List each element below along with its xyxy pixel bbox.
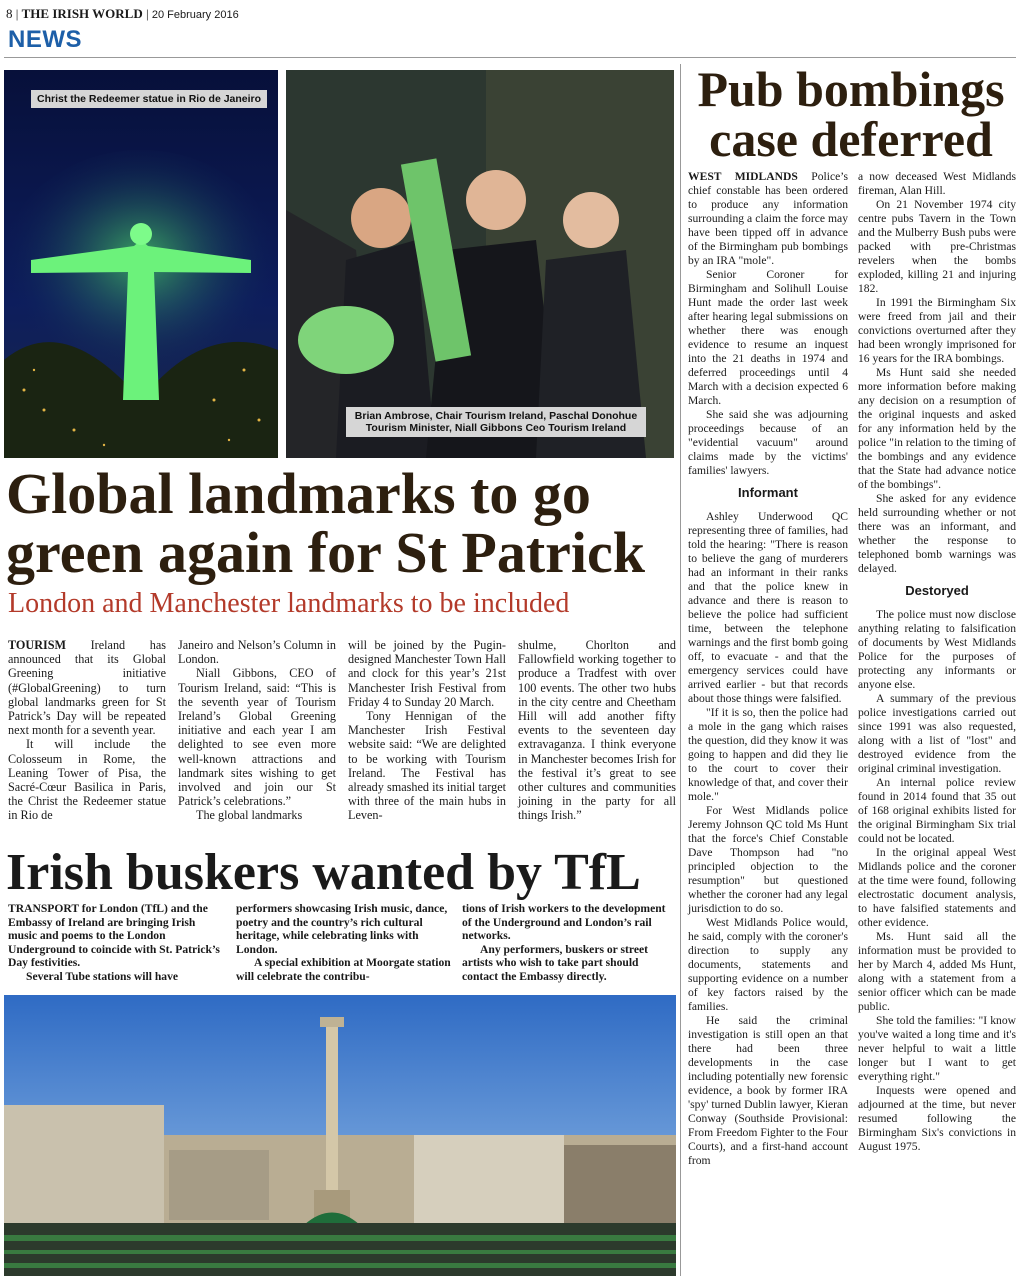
landmarks-col3-para-1: will be joined by the Pugin-designed Manchester Town Hall and clock for this year’s 21st Manchester Irish Festival from Friday 4 to Sunday 20 March. — [348, 638, 506, 709]
ministers-caption-line1: Brian Ambrose, Chair Tourism Ireland, Paschal Donohue — [354, 410, 638, 422]
buskers-col1-para-2: Several Tube stations will have — [26, 969, 179, 983]
pub-col1-para-9: He said the criminal investigation is still open an that there had been three developments in the case including potentially new forensic evidence, a book by former IRA 'spy' turned Dublin lawyer, Kieran Conway (Southside Provisional: From Freedom Fighter to the Four Courts), and a first-hand account from — [688, 1014, 848, 1167]
landmarks-headline-line2: green again for St Patrick — [6, 519, 645, 585]
pub-col2-para-10: In the original appeal West Midlands police and the coroner at the time were found, following electrostatic document analysis, to have falsified statements and other evidence. — [858, 846, 1016, 929]
trafalgar-square-photo — [4, 995, 676, 1276]
pub-col1-para-8: West Midlands Police would, he said, comply with the coroner's direction to supply any documents, statements and supporting evidence on a number of key factors raised by the families. — [688, 916, 848, 1013]
buskers-col2-para-2: A special exhibition at Moorgate station will celebrate the contribu- — [236, 956, 451, 983]
buskers-col-2 — [236, 902, 452, 984]
pub-col1-para-5: Ashley Underwood QC representing three of families, had told the hearing: "There is reason to believe the gang of murderers had an informant in their ranks and that the police knew in advance and there is reason to believe the police had sufficient time, between the telephone warnings and the first bomb going off, to evacuate - and that the emergency services could have arrived earlier - but that records about those things were falsified. — [688, 510, 848, 705]
landmarks-col-3 — [348, 638, 506, 823]
page-number: 8 — [6, 6, 13, 21]
landmarks-col2-para-1: Janeiro and Nelson’s Column in London. — [178, 638, 336, 667]
pub-col2-para-1: a now deceased West Midlands fireman, Alan Hill. — [858, 170, 1016, 197]
buskers-col3-para-2: Any performers, buskers or street artists who wish to take part should contact the Embassy directly. — [462, 942, 648, 983]
pub-col-2 — [858, 170, 1016, 1154]
christ-redeemer-photo — [4, 70, 278, 458]
landmarks-kicker: TOURISM — [8, 638, 67, 652]
pub-col2-para-4: Ms Hunt said she needed more information before making any decision on a resumption of the original inquests and asked for any information held by the police "in relation to the timing of the bombings and any evidence that the State had advance notice of the bombings". — [858, 366, 1016, 491]
pub-col2-para-13: Inquests were opened and adjourned at the time, but never resumed following the Birmingham Six's convictions in August 1975. — [858, 1084, 1016, 1153]
buskers-headline: Irish buskers wanted by TfL — [6, 844, 641, 901]
christ-photo-caption: Christ the Redeemer statue in Rio de Janeiro — [31, 90, 267, 108]
section-label: NEWS — [8, 26, 82, 53]
landmarks-col-2 — [178, 638, 336, 823]
pub-col2-para-3: In 1991 the Birmingham Six were freed from jail and their convictions overturned after they had been wrongly imprisoned for 16 years for the IRA bombings. — [858, 296, 1016, 365]
page-folio: 8 | THE IRISH WORLD | 20 February 2016 — [6, 6, 239, 21]
buskers-col3-para-1: tions of Irish workers to the development of the Underground and London’s rail networks. — [462, 902, 666, 943]
buskers-col-1 — [8, 902, 224, 984]
pub-col-1 — [688, 170, 848, 1168]
landmarks-col-1 — [8, 638, 166, 823]
pub-headline-line1: Pub bombings — [697, 61, 1005, 117]
column-divider — [680, 64, 681, 1276]
pub-col1-para-1: WEST MIDLANDS Police’s chief constable has been ordered to produce any information surrounding a claim the force may have been tipped off in advance of the Birmingham pub bombings by an IRA "mole". — [688, 170, 848, 267]
pub-headline-line2: case deferred — [709, 111, 993, 167]
pub-col2-para-9: An internal police review found in 2014 found that 35 out of 168 original exhibits listed for the original Birmingham Six trial could not be located. — [858, 776, 1016, 845]
pub-col2-para-7: The police must now disclose anything relating to falsification of documents by West Midlands Police for the purposes of protecting any informants or anyone else. — [858, 608, 1016, 691]
issue-date: 20 February 2016 — [151, 9, 239, 21]
pub-col2-para-2: On 21 November 1974 city centre pubs Tavern in the Town and the Mulberry Bush pubs were packed with pre-Christmas revelers when the bombs exploded, killing 21 and injuring 182. — [858, 198, 1016, 295]
landmarks-headline-line1: Global landmarks to go — [6, 461, 591, 526]
pub-col1-para-7: For West Midlands police Jeremy Johnson QC told Ms Hunt that the force's Chief Constable Dave Thompson had "no principled objection to the resumption" but questioned whether the coroner had any legal jurisdiction to do so. — [688, 804, 848, 915]
landmarks-col1-para-2: It will include the Colosseum in Rome, the Leaning Tower of Pisa, the Sacré-Cœur Basilica in Paris, the Christ the Redeemer statue in Rio de — [8, 737, 166, 823]
landmarks-col2-para-2: Niall Gibbons, CEO of Tourism Ireland, said: “This is the seventh year of Tourism Ireland’s Global Greening initiative and each year I am delighted to see even more well-known attractions and landmark sites wishing to get involved and join our St Patrick’s celebrations.” — [178, 666, 336, 809]
landmarks-col2-para-3: The global landmarks — [196, 808, 303, 823]
christ-redeemer-image — [4, 70, 278, 458]
landmarks-headline — [6, 461, 645, 585]
pub-col1-para-6: "If it is so, then the police had a mole in the gang which raises the question, did they know it was going to happen and did they lie to the court to cover their knowledge of that, and cover their mole." — [688, 706, 848, 803]
landmarks-standfirst: London and Manchester landmarks to be included — [8, 588, 570, 619]
buskers-col-3 — [462, 902, 676, 984]
trafalgar-square-image — [4, 995, 676, 1276]
pub-col2-para-11: Ms. Hunt said all the information must be provided to her by March 4, added Ms Hunt, along with a statement from a senior officer which can be made public. — [858, 930, 1016, 1013]
buskers-col1-para-1: TRANSPORT for London (TfL) and the Embassy of Ireland are bringing Irish music and poems to the London Underground to coincide with St. Patrick’s Day festivities. — [8, 902, 220, 970]
pub-col2-para-12: She told the families: "I know you've waited a long time and it's never helpful to wait a little longer but I want to get everything right." — [858, 1014, 1016, 1083]
pub-col2-para-5: She asked for any evidence held surrounding whether or not there was an informant, and whether the response to telephoned bomb warnings was delayed. — [858, 492, 1016, 575]
pub-col2-para-8: A summary of the previous police investigations carried out since 1991 was also requested, along with a list of "lost" and destroyed evidence from the original criminal investigation. — [858, 692, 1016, 775]
pub-bombings-headline — [686, 61, 1016, 167]
buskers-col2-para-1: performers showcasing Irish music, dance, poetry and the country’s rich cultural heritage, while celebrating links with London. — [236, 902, 448, 956]
landmarks-col1-para-1: TOURISM Ireland has announced that its Global Greening initiative (#GlobalGreening) to turn global landmarks green for St Patrick’s Day will be repeated next month for a seventh year. — [8, 638, 166, 738]
landmarks-col-4 — [518, 638, 676, 823]
ministers-caption-line2: Tourism Minister, Niall Gibbons Ceo Tourism Ireland — [365, 422, 627, 434]
landmarks-col4-para-1: shulme, Chorlton and Fallowfield working together to produce a Tradfest with over 100 events. The other two hubs in the city centre and Cheetham Hill will add another fifty events to the seventeen day extravaganza. I think everyone in Manchester becomes Irish for the festival it’s great to see other cultures and communities joining in the party for all things Irish.” — [518, 638, 676, 823]
ministers-photo — [286, 70, 674, 458]
landmarks-col3-para-2: Tony Hennigan of the Manchester Irish Festival website said: “We are delighted to be working with Tourism Ireland. The Festival has already smashed its initial target with three of the main hubs in Leven- — [348, 709, 506, 823]
header-rule — [4, 57, 1016, 58]
destroyed-subhead: Destoryed — [905, 583, 969, 598]
informant-subhead: Informant — [738, 485, 798, 500]
pub-col1-para-2: Senior Coroner for Birmingham and Solihull Louise Hunt made the order last week after hearing legal submissions on whether there was enough evidence to resume an inquest into the 21 deaths in 1974 and deferred proceedings until 4 March with a decision expected 6 March. — [688, 268, 848, 407]
ministers-photo-caption — [346, 407, 646, 437]
pub-kicker: WEST MIDLANDS — [688, 170, 798, 183]
ministers-image — [286, 70, 674, 458]
pub-col1-para-3: She said she was adjourning proceedings because of an "evidential vacuum" around claims made by the victims' families' lawyers. — [688, 408, 848, 477]
publication-name: THE IRISH WORLD — [21, 6, 143, 21]
